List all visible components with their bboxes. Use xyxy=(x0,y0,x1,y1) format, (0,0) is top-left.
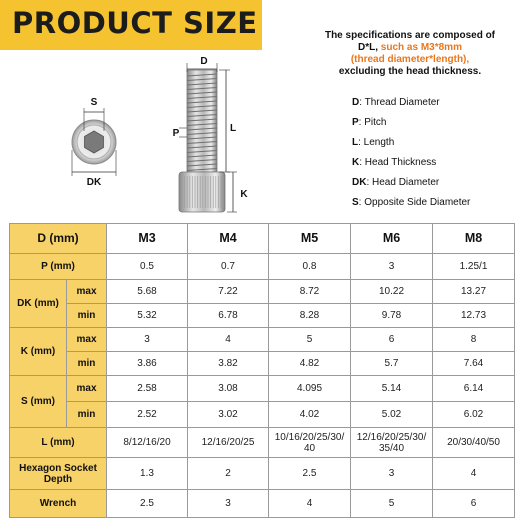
legend-item xyxy=(352,136,470,156)
legend-text: : Head Thickness xyxy=(359,157,437,168)
table-cell: 6 xyxy=(433,490,515,518)
table-row xyxy=(10,402,515,428)
banner-title: PRODUCT SIZE xyxy=(12,6,258,40)
sub-label-min: min xyxy=(67,402,107,428)
spec-note-example: such as M3*8mm xyxy=(378,42,462,53)
table-cell: 4 xyxy=(433,458,515,490)
socket-label-line-1: Hexagon Socket xyxy=(19,462,97,474)
head-top-view xyxy=(72,120,116,164)
table-row xyxy=(10,224,515,254)
table-cell: 6.14 xyxy=(433,376,515,402)
table-cell: 12.73 xyxy=(433,304,515,328)
table-cell: 7.64 xyxy=(433,352,515,376)
dimension-legend xyxy=(352,96,470,216)
label-k: K xyxy=(240,189,248,200)
length-line: 12/16/20/25/30/ xyxy=(356,431,427,443)
legend-text: : Length xyxy=(358,137,395,148)
table-cell: 4 xyxy=(269,490,351,518)
table-cell xyxy=(269,428,351,458)
table-cell: 2.52 xyxy=(107,402,188,428)
table-cell xyxy=(433,428,515,458)
table-cell: 3 xyxy=(351,254,433,280)
row-label-dk: DK (mm) xyxy=(10,280,67,328)
table-cell: 5.68 xyxy=(107,280,188,304)
row-label-wrench: Wrench xyxy=(10,490,107,518)
spec-note-line-4: excluding the head thickness. xyxy=(338,66,482,77)
table-row xyxy=(10,490,515,518)
table-cell: 6.02 xyxy=(433,402,515,428)
legend-item xyxy=(352,156,470,176)
table-cell: 4.095 xyxy=(269,376,351,402)
legend-key: S xyxy=(352,197,359,208)
table-cell: 4.82 xyxy=(269,352,351,376)
length-line: 20/30/40/50 xyxy=(447,437,500,448)
table-cell: 2 xyxy=(188,458,269,490)
sub-label-min: min xyxy=(67,352,107,376)
size-header: M4 xyxy=(188,224,269,254)
table-cell: 8.72 xyxy=(269,280,351,304)
table-cell: 7.22 xyxy=(188,280,269,304)
table-cell: 3.86 xyxy=(107,352,188,376)
table-cell: 0.8 xyxy=(269,254,351,280)
table-cell: 5.02 xyxy=(351,402,433,428)
spec-note-line-1: The specifications are composed of xyxy=(324,30,496,41)
table-cell: 2.5 xyxy=(107,490,188,518)
table-row xyxy=(10,352,515,376)
label-p: P xyxy=(172,128,180,139)
table-cell: 0.5 xyxy=(107,254,188,280)
legend-key: P xyxy=(352,117,359,128)
length-line: 10/16/20/25/30/ xyxy=(274,431,345,443)
table-cell: 2.58 xyxy=(107,376,188,402)
label-dk: DK xyxy=(86,177,102,188)
row-label-length: L (mm) xyxy=(10,428,107,458)
legend-key: L xyxy=(352,137,359,148)
sub-label-max: max xyxy=(67,328,107,352)
table-cell: 1.25/1 xyxy=(433,254,515,280)
spec-note-line-3: (thread diameter*length), xyxy=(350,54,470,65)
table-row xyxy=(10,254,515,280)
table-cell: 1.3 xyxy=(107,458,188,490)
length-line: 12/16/20/25 xyxy=(201,437,255,448)
table-cell: 3 xyxy=(188,490,269,518)
legend-item xyxy=(352,176,470,196)
sub-label-max: max xyxy=(67,280,107,304)
table-row xyxy=(10,458,515,490)
table-cell xyxy=(188,428,269,458)
table-cell: 13.27 xyxy=(433,280,515,304)
legend-item xyxy=(352,96,470,116)
table-row xyxy=(10,280,515,304)
table-cell: 4 xyxy=(188,328,269,352)
table-header-label: D (mm) xyxy=(10,224,107,254)
table-cell: 3 xyxy=(107,328,188,352)
table-cell: 2.5 xyxy=(269,458,351,490)
row-label-k: K (mm) xyxy=(10,328,67,376)
table-cell: 5 xyxy=(269,328,351,352)
table-cell: 0.7 xyxy=(188,254,269,280)
legend-text: : Pitch xyxy=(358,117,387,128)
table-cell: 9.78 xyxy=(351,304,433,328)
spec-note-formula: D*L, xyxy=(358,42,379,53)
length-line: 8/12/16/20 xyxy=(123,437,171,448)
legend-key: D xyxy=(352,97,360,108)
legend-text: : Opposite Side Diameter xyxy=(358,197,471,208)
table-cell: 3.02 xyxy=(188,402,269,428)
table-cell: 3.82 xyxy=(188,352,269,376)
label-l: L xyxy=(229,123,237,134)
size-header: M3 xyxy=(107,224,188,254)
row-label-s: S (mm) xyxy=(10,376,67,428)
table-cell xyxy=(351,428,433,458)
legend-item xyxy=(352,196,470,216)
table-cell: 3 xyxy=(351,458,433,490)
screw-drawing xyxy=(0,52,350,222)
table-cell: 5.32 xyxy=(107,304,188,328)
table-cell: 4.02 xyxy=(269,402,351,428)
table-row xyxy=(10,428,515,458)
table-cell: 10.22 xyxy=(351,280,433,304)
label-d: D xyxy=(200,56,208,67)
legend-item xyxy=(352,116,470,136)
table-cell: 5 xyxy=(351,490,433,518)
table-cell: 5.14 xyxy=(351,376,433,402)
size-header: M5 xyxy=(269,224,351,254)
sub-label-max: max xyxy=(67,376,107,402)
legend-text: : Head Diameter xyxy=(366,177,440,188)
table-cell: 8.28 xyxy=(269,304,351,328)
table-cell: 6.78 xyxy=(188,304,269,328)
table-cell xyxy=(107,428,188,458)
legend-text: : Thread Diameter xyxy=(359,97,440,108)
socket-label-line-2: Depth xyxy=(43,473,73,485)
legend-key: K xyxy=(352,157,360,168)
row-label-pitch: P (mm) xyxy=(10,254,107,280)
table-row xyxy=(10,328,515,352)
length-line: 35/40 xyxy=(378,442,405,454)
table-row xyxy=(10,376,515,402)
table-cell: 8 xyxy=(433,328,515,352)
row-label-socket-depth xyxy=(10,458,107,490)
table-cell: 3.08 xyxy=(188,376,269,402)
sub-label-min: min xyxy=(67,304,107,328)
size-header: M6 xyxy=(351,224,433,254)
product-size-banner xyxy=(0,0,262,50)
label-s: S xyxy=(90,97,98,108)
size-header: M8 xyxy=(433,224,515,254)
table-row xyxy=(10,304,515,328)
length-line: 40 xyxy=(303,442,316,454)
table-cell: 5.7 xyxy=(351,352,433,376)
screw-side-view xyxy=(179,70,225,212)
table-cell: 6 xyxy=(351,328,433,352)
specification-table xyxy=(9,223,515,518)
legend-key: DK xyxy=(352,177,367,188)
